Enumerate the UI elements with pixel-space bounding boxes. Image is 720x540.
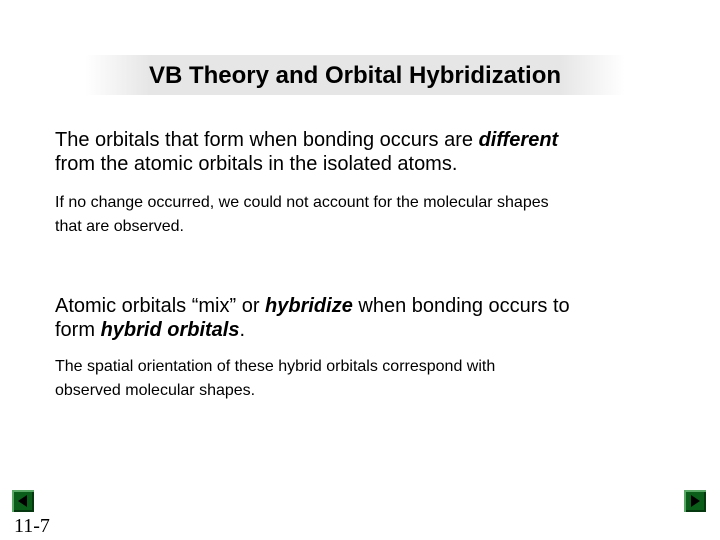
paragraph-hybridize (55, 294, 685, 342)
emphasis-hybridize: hybridize (265, 295, 353, 317)
paragraph-line (55, 318, 685, 342)
text-span: when bonding occurs to (352, 295, 570, 317)
triangle-left-icon (12, 490, 34, 512)
subpoint-line: The spatial orientation of these hybrid orbitals correspond with (55, 358, 496, 375)
subpoint-line: observed molecular shapes. (55, 382, 256, 399)
subpoint-molecular-shapes (55, 191, 685, 239)
previous-slide-button[interactable] (12, 490, 34, 512)
emphasis-hybrid-orbitals: hybrid orbitals (100, 319, 240, 341)
subpoint-spatial-orientation (55, 355, 685, 403)
text-span: The orbitals that form when bonding occurs are (55, 129, 479, 151)
paragraph-orbitals-different (55, 128, 685, 176)
triangle-right-icon (684, 490, 706, 512)
slide-title: VB Theory and Orbital Hybridization (148, 62, 562, 89)
next-slide-button[interactable] (684, 490, 706, 512)
text-span: form (55, 319, 101, 341)
text-span: . (239, 319, 246, 341)
paragraph-line (55, 294, 685, 318)
slide-number: 11-7 (14, 515, 50, 537)
text-span: Atomic orbitals “mix” or (55, 295, 266, 317)
emphasis-different: different (478, 129, 559, 151)
subpoint-line: that are observed. (55, 218, 184, 235)
paragraph-line (55, 128, 685, 152)
subpoint-line: If no change occurred, we could not account for the molecular shapes (55, 194, 549, 211)
paragraph-line: from the atomic orbitals in the isolated atoms. (55, 153, 458, 175)
